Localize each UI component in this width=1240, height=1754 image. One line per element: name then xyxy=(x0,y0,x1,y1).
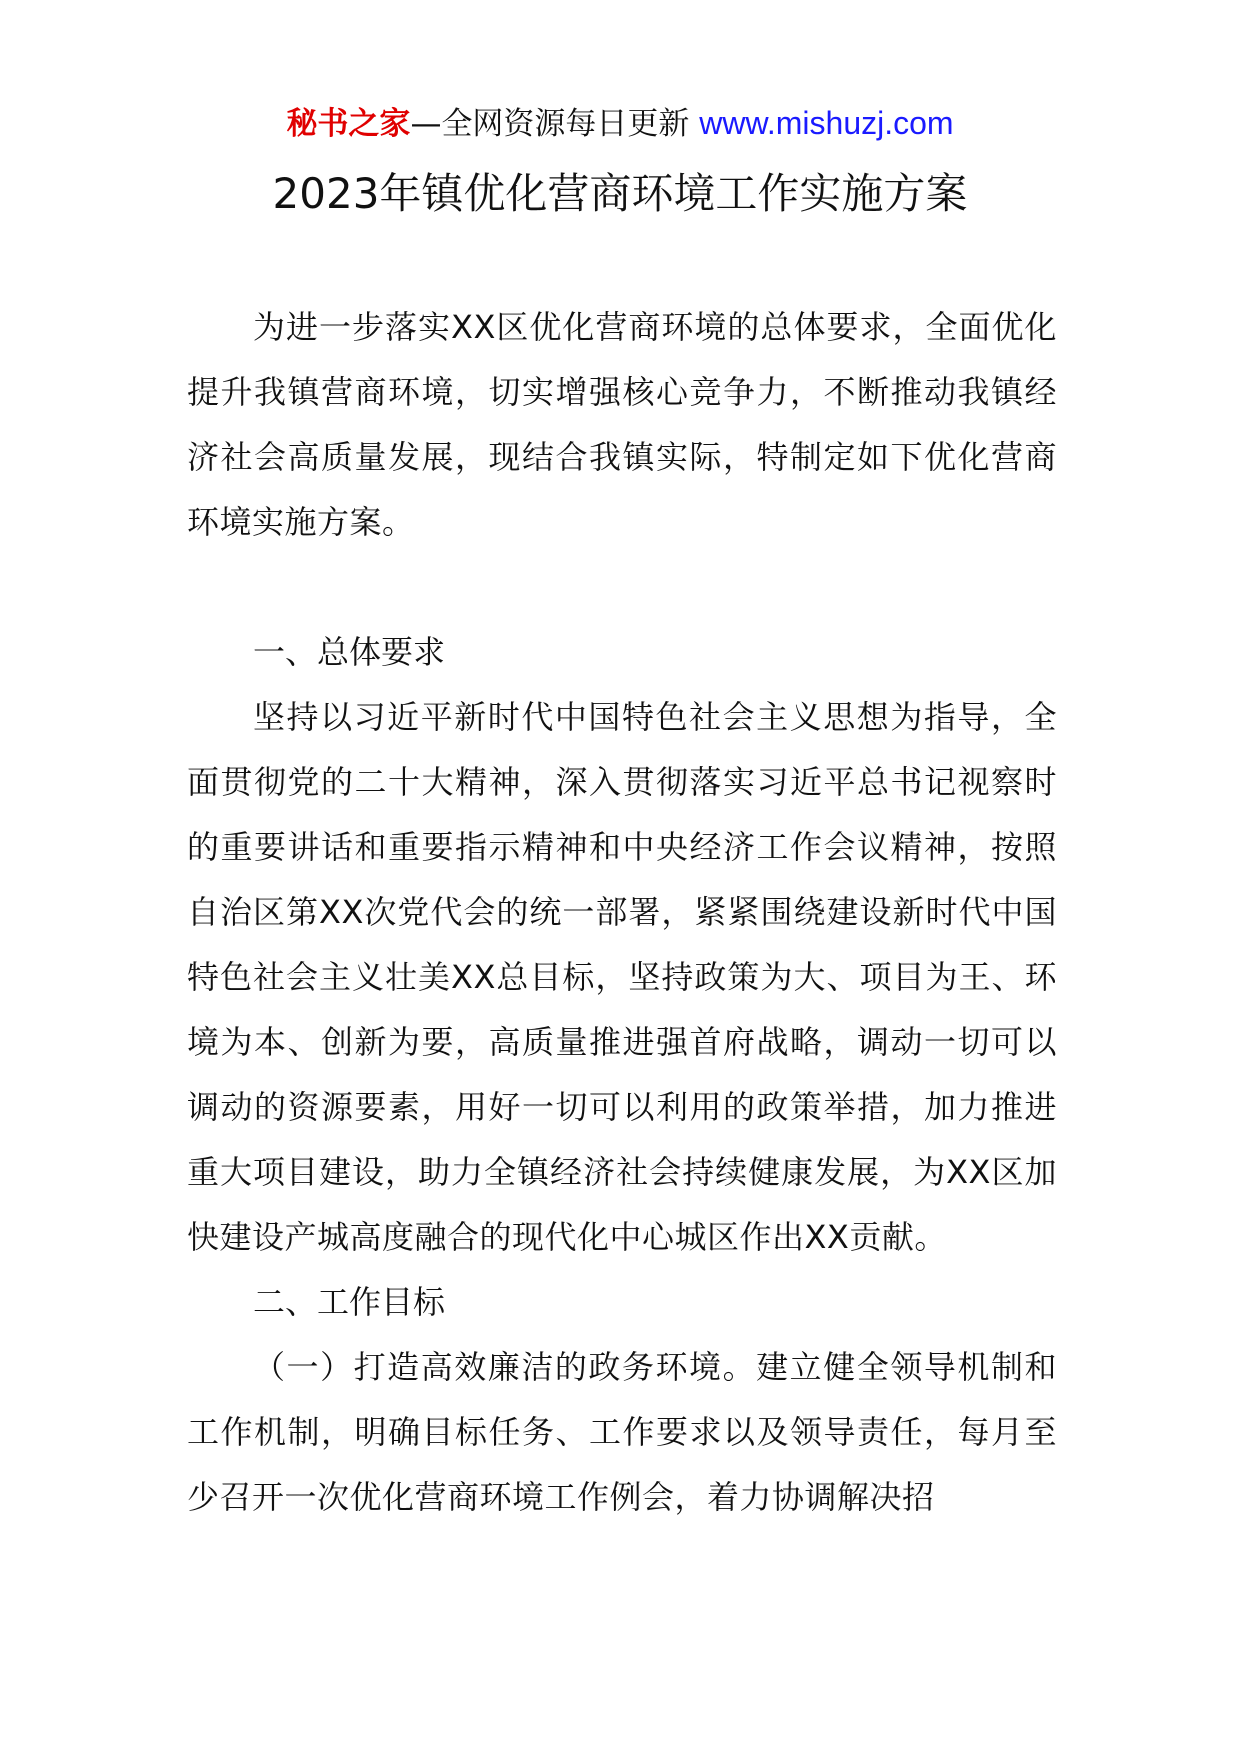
banner-url-link[interactable]: www.mishuzj.com xyxy=(699,105,954,141)
banner-tagline: —全网资源每日更新 xyxy=(410,106,690,142)
site-banner xyxy=(0,103,1240,144)
work-goals-paragraph: （一）打造高效廉洁的政务环境。建立健全领导机制和工作机制，明确目标任务、工作要求以及领导责任，每月至少召开一次优化营商环境工作例会，着力协调解决招 xyxy=(187,1348,1057,1516)
document-title: 2023年镇优化营商环境工作实施方案 xyxy=(272,169,968,218)
banner-brand: 秘书之家 xyxy=(286,106,411,142)
intro-paragraph: 为进一步落实XX区优化营商环境的总体要求，全面优化提升我镇营商环境，切实增强核心竞争力，不断推动我镇经济社会高质量发展，现结合我镇实际，特制定如下优化营商环境实施方案。 xyxy=(187,308,1057,541)
section-heading-work-goals: 二、工作目标 xyxy=(253,1283,446,1321)
document-body xyxy=(187,295,1057,1530)
general-requirements-paragraph: 坚持以习近平新时代中国特色社会主义思想为指导，全面贯彻党的二十大精神，深入贯彻落实习近平总书记视察时的重要讲话和重要指示精神和中央经济工作会议精神，按照自治区第XX次党代会的统一部署，紧紧围绕建设新时代中国特色社会主义壮美XX总目标，坚持政策为大、项目为王、环境为本、创新为要，高质量推进强首府战略，调动一切可以调动的资源要素，用好一切可以利用的政策举措，加力推进重大项目建设，助力全镇经济社会持续健康发展，为XX区加快建设产城高度融合的现代化中心城区作出XX贡献。 xyxy=(187,698,1057,1256)
paragraph-spacer xyxy=(187,555,1057,620)
section-heading-general-requirements: 一、总体要求 xyxy=(253,633,446,671)
